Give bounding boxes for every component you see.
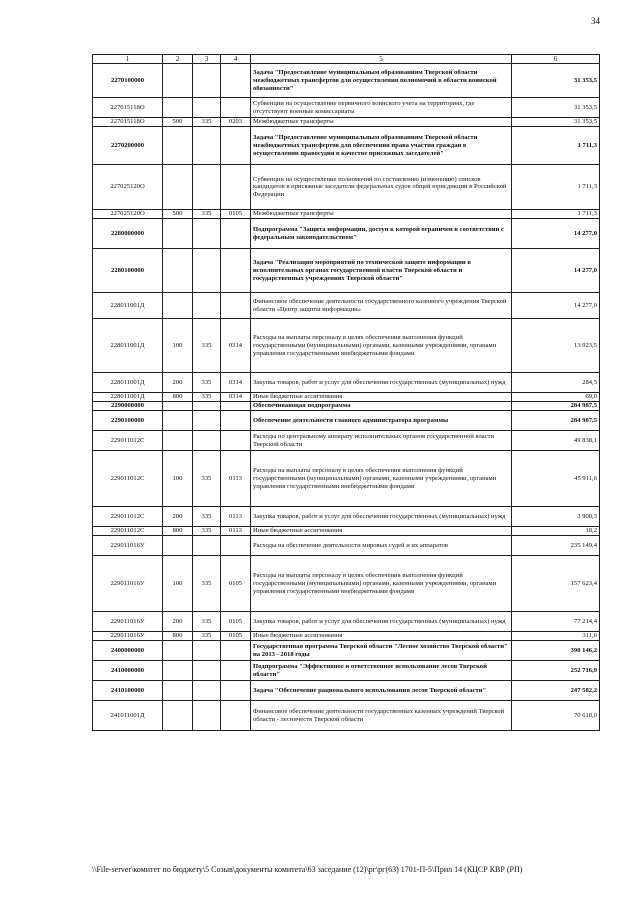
budget-table: [92, 54, 600, 731]
description-cell: Финансовое обеспечение деятельности государственного казенного учреждения Тверской области «Центр защиты информации»: [251, 293, 512, 319]
amount-cell: 70 618,0: [512, 701, 600, 731]
section-cell: [221, 641, 251, 661]
code-cell: 228011001Д: [93, 393, 163, 402]
amount-cell: 390 146,2: [512, 641, 600, 661]
code-cell: 2400000000: [93, 641, 163, 661]
table-row: [93, 536, 600, 556]
table-row: [93, 402, 600, 411]
table-row: [93, 507, 600, 527]
kvr-cell: [163, 536, 193, 556]
amount-cell: 69,0: [512, 393, 600, 402]
description-cell: Закупка товаров, работ и услуг для обеспечения государственных (муниципальных) нужд: [251, 612, 512, 632]
header-cell: 5: [251, 55, 512, 64]
table-row: [93, 661, 600, 681]
amount-cell: 14 277,0: [512, 219, 600, 249]
table-row: [93, 393, 600, 402]
table-row: [93, 632, 600, 641]
table-row: [93, 219, 600, 249]
amount-cell: 13 923,5: [512, 319, 600, 373]
section-cell: [221, 701, 251, 731]
kvr-cell: [163, 661, 193, 681]
amount-cell: 284 987,5: [512, 402, 600, 411]
code-cell: 228011001Д: [93, 293, 163, 319]
amount-cell: 284 987,5: [512, 411, 600, 431]
description-cell: Субвенции на осуществление полномочий по составлению (изменению) списков кандидатов в присяжные заседатели федеральных судов общей юрисдикции в Российской Федерации: [251, 165, 512, 210]
section-cell: 0105: [221, 612, 251, 632]
section-cell: [221, 293, 251, 319]
table-row: [93, 556, 600, 612]
header-cell: 6: [512, 55, 600, 64]
code-cell: 229011012С: [93, 431, 163, 451]
header-cell: 4: [221, 55, 251, 64]
section-cell: 0113: [221, 451, 251, 507]
amount-cell: 49 838,1: [512, 431, 600, 451]
admin-code-cell: 335: [193, 373, 221, 393]
description-cell: Расходы на выплаты персоналу в целях обеспечения выполнения функций государственными (муниципальными) органами, казенными учреждениями, органами управления государственными внебюджетными фондами: [251, 319, 512, 373]
code-cell: 2270200000: [93, 127, 163, 165]
description-cell: Расходы на обеспечение деятельности мировых судей и их аппаратов: [251, 536, 512, 556]
table-row: [93, 165, 600, 210]
section-cell: [221, 64, 251, 98]
amount-cell: 3 908,3: [512, 507, 600, 527]
code-cell: 2290100000: [93, 411, 163, 431]
amount-cell: 1 711,3: [512, 210, 600, 219]
code-cell: 229011012С: [93, 527, 163, 536]
header-cell: 1: [93, 55, 163, 64]
code-cell: 228011001Д: [93, 319, 163, 373]
section-cell: 0105: [221, 632, 251, 641]
section-cell: [221, 219, 251, 249]
kvr-cell: [163, 219, 193, 249]
section-cell: [221, 402, 251, 411]
admin-code-cell: 335: [193, 612, 221, 632]
table-row: [93, 64, 600, 98]
kvr-cell: [163, 431, 193, 451]
kvr-cell: 200: [163, 507, 193, 527]
admin-code-cell: [193, 536, 221, 556]
table-row: [93, 373, 600, 393]
kvr-cell: 100: [163, 319, 193, 373]
table-row: [93, 451, 600, 507]
table-row: [93, 98, 600, 118]
admin-code-cell: 335: [193, 632, 221, 641]
code-cell: 227015118О: [93, 118, 163, 127]
kvr-cell: [163, 641, 193, 661]
kvr-cell: 500: [163, 210, 193, 219]
amount-cell: 1 711,3: [512, 127, 600, 165]
header-cell: 3: [193, 55, 221, 64]
description-cell: Обеспечение деятельности главного администратора программы: [251, 411, 512, 431]
description-cell: Иные бюджетные ассигнования: [251, 527, 512, 536]
description-cell: Государственная программа Тверской области "Лесное хозяйство Тверской области" на 2013 - 2018 годы: [251, 641, 512, 661]
kvr-cell: 800: [163, 632, 193, 641]
kvr-cell: 100: [163, 451, 193, 507]
table-row: [93, 118, 600, 127]
admin-code-cell: [193, 641, 221, 661]
description-cell: Иные бюджетные ассигнования: [251, 632, 512, 641]
kvr-cell: [163, 701, 193, 731]
admin-code-cell: [193, 411, 221, 431]
admin-code-cell: [193, 165, 221, 210]
description-cell: Подпрограмма "Эффективное и ответственное использование лесов Тверской области": [251, 661, 512, 681]
admin-code-cell: [193, 431, 221, 451]
kvr-cell: 100: [163, 556, 193, 612]
section-cell: [221, 661, 251, 681]
amount-cell: 14 277,0: [512, 249, 600, 293]
kvr-cell: [163, 681, 193, 701]
section-cell: 0314: [221, 319, 251, 373]
code-cell: 229011012С: [93, 451, 163, 507]
code-cell: 2280100000: [93, 249, 163, 293]
admin-code-cell: [193, 701, 221, 731]
admin-code-cell: 335: [193, 556, 221, 612]
kvr-cell: [163, 98, 193, 118]
description-cell: Расходы на выплаты персоналу в целях обеспечения выполнения функций государственными (муниципальными) органами, казенными учреждениями, органами управления государственными внебюджетными фондами: [251, 451, 512, 507]
header-cell: 2: [163, 55, 193, 64]
kvr-cell: 200: [163, 373, 193, 393]
amount-cell: 45 911,6: [512, 451, 600, 507]
kvr-cell: [163, 293, 193, 319]
description-cell: Расходы по центральному аппарату исполнительных органов государственной власти Тверской области: [251, 431, 512, 451]
section-cell: [221, 249, 251, 293]
section-cell: 0105: [221, 556, 251, 612]
amount-cell: 18,2: [512, 527, 600, 536]
page-number: 34: [591, 16, 600, 26]
description-cell: Расходы на выплаты персоналу в целях обеспечения выполнения функций государственными (муниципальными) органами, казенными учреждениями, органами управления государственными внебюджетными фондами: [251, 556, 512, 612]
amount-cell: 157 623,4: [512, 556, 600, 612]
admin-code-cell: 335: [193, 527, 221, 536]
description-cell: Межбюджетные трансферты: [251, 210, 512, 219]
admin-code-cell: 335: [193, 319, 221, 373]
code-cell: 227015118О: [93, 98, 163, 118]
code-cell: 227025120О: [93, 165, 163, 210]
section-cell: [221, 127, 251, 165]
section-cell: 0314: [221, 373, 251, 393]
table-row: [93, 127, 600, 165]
admin-code-cell: 335: [193, 118, 221, 127]
code-cell: 241011001Д: [93, 701, 163, 731]
code-cell: 2280000000: [93, 219, 163, 249]
section-cell: 0314: [221, 393, 251, 402]
section-cell: [221, 536, 251, 556]
admin-code-cell: [193, 64, 221, 98]
description-cell: Задача "Предоставление муниципальным образованиям Тверской области межбюджетных трансфертов для обеспечения права участия граждан в осуществлении правосудия в качестве присяжных заседателей": [251, 127, 512, 165]
kvr-cell: 800: [163, 527, 193, 536]
description-cell: Задача "Обеспечение рационального использования лесов Тверской области": [251, 681, 512, 701]
kvr-cell: [163, 402, 193, 411]
admin-code-cell: [193, 127, 221, 165]
table-header-row: [93, 55, 600, 64]
table-row: [93, 249, 600, 293]
description-cell: Закупка товаров, работ и услуг для обеспечения государственных (муниципальных) нужд: [251, 507, 512, 527]
admin-code-cell: [193, 402, 221, 411]
admin-code-cell: 335: [193, 507, 221, 527]
table-row: [93, 293, 600, 319]
admin-code-cell: 335: [193, 210, 221, 219]
admin-code-cell: [193, 681, 221, 701]
kvr-cell: [163, 127, 193, 165]
table-row: [93, 527, 600, 536]
table-row: [93, 701, 600, 731]
section-cell: [221, 165, 251, 210]
section-cell: 0203: [221, 118, 251, 127]
table-row: [93, 641, 600, 661]
admin-code-cell: 335: [193, 451, 221, 507]
description-cell: Обеспечивающая подпрограмма: [251, 402, 512, 411]
description-cell: Финансовое обеспечение деятельности государственных казенных учреждений Тверской области - лесничеств Тверской области: [251, 701, 512, 731]
amount-cell: 311,6: [512, 632, 600, 641]
table-row: [93, 612, 600, 632]
code-cell: 229011016У: [93, 536, 163, 556]
admin-code-cell: [193, 219, 221, 249]
section-cell: 0105: [221, 210, 251, 219]
section-cell: [221, 431, 251, 451]
section-cell: [221, 681, 251, 701]
kvr-cell: [163, 64, 193, 98]
code-cell: 228011001Д: [93, 373, 163, 393]
table-row: [93, 210, 600, 219]
admin-code-cell: [193, 661, 221, 681]
description-cell: Межбюджетные трансферты: [251, 118, 512, 127]
code-cell: 229011016У: [93, 556, 163, 612]
kvr-cell: 200: [163, 612, 193, 632]
section-cell: 0113: [221, 527, 251, 536]
description-cell: Субвенции на осуществление первичного воинского учета на территориях, где отсутствуют военные комиссариаты: [251, 98, 512, 118]
file-path-footer: \\File-server\комитет по бюджету\5 Созыв\документы комитета\63 заседание (12)\рг\рг(63) 1701-П-5\Прил 14 (КЦСР КВР (РП): [92, 865, 523, 874]
code-cell: 229011012С: [93, 507, 163, 527]
admin-code-cell: [193, 98, 221, 118]
kvr-cell: [163, 249, 193, 293]
table-row: [93, 411, 600, 431]
amount-cell: 31 353,5: [512, 64, 600, 98]
admin-code-cell: 335: [193, 393, 221, 402]
description-cell: Закупка товаров, работ и услуг для обеспечения государственных (муниципальных) нужд: [251, 373, 512, 393]
code-cell: 2410100000: [93, 681, 163, 701]
amount-cell: 247 582,2: [512, 681, 600, 701]
code-cell: 2270100000: [93, 64, 163, 98]
code-cell: 229011016У: [93, 632, 163, 641]
amount-cell: 31 353,5: [512, 98, 600, 118]
amount-cell: 235 149,4: [512, 536, 600, 556]
amount-cell: 1 711,3: [512, 165, 600, 210]
amount-cell: 252 716,9: [512, 661, 600, 681]
code-cell: 2290000000: [93, 402, 163, 411]
description-cell: Подпрограмма "Защита информации, доступ к которой ограничен в соответствии с федеральным законодательством": [251, 219, 512, 249]
table-row: [93, 681, 600, 701]
admin-code-cell: [193, 249, 221, 293]
section-cell: [221, 98, 251, 118]
section-cell: [221, 411, 251, 431]
description-cell: Задача "Предоставление муниципальным образованиям Тверской области межбюджетных трансфертов для осуществления полномочий в области воинской обязанности": [251, 64, 512, 98]
amount-cell: 14 277,0: [512, 293, 600, 319]
description-cell: Иные бюджетные ассигнования: [251, 393, 512, 402]
amount-cell: 31 353,5: [512, 118, 600, 127]
code-cell: 229011016У: [93, 612, 163, 632]
kvr-cell: 500: [163, 118, 193, 127]
description-cell: Задача "Реализация мероприятий по технической защите информации в исполнительных органах государственной власти Тверской области и государственных учреждениях Тверской области": [251, 249, 512, 293]
section-cell: 0113: [221, 507, 251, 527]
code-cell: 2410000000: [93, 661, 163, 681]
amount-cell: 284,5: [512, 373, 600, 393]
code-cell: 227025120О: [93, 210, 163, 219]
kvr-cell: [163, 165, 193, 210]
amount-cell: 77 214,4: [512, 612, 600, 632]
admin-code-cell: [193, 293, 221, 319]
kvr-cell: 800: [163, 393, 193, 402]
kvr-cell: [163, 411, 193, 431]
table-row: [93, 319, 600, 373]
table-row: [93, 431, 600, 451]
